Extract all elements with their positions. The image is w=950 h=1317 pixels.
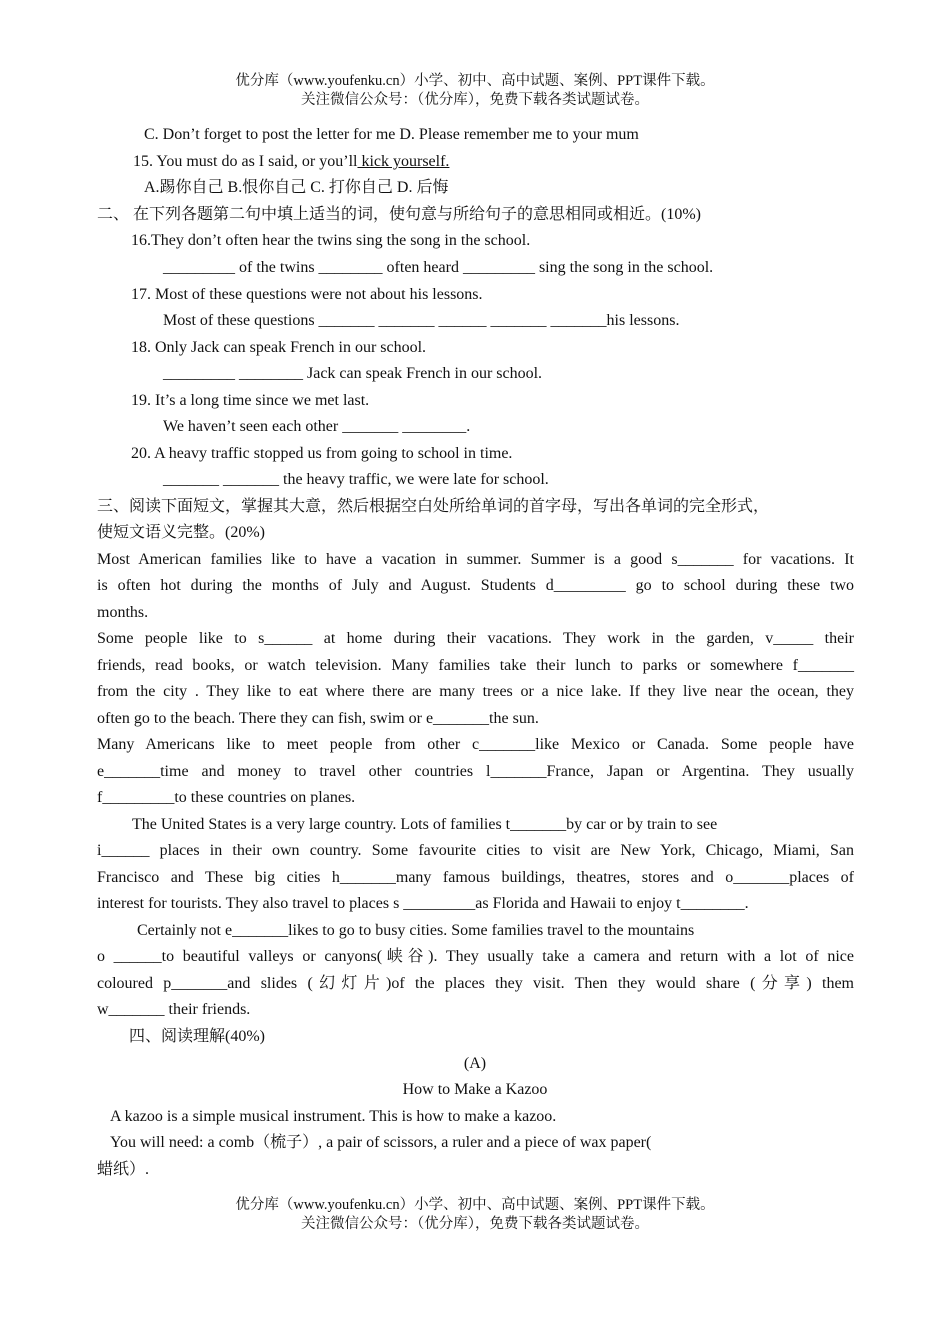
passage-line: i______ places in their own country. Some favourite cities to visit are New York, Chicago, Miami, San <box>97 842 854 859</box>
passage-line: is often hot during the months of July and August. Students d_________ go to school during these two <box>97 577 854 594</box>
q20-answer-line: _______ _______ the heavy traffic, we were late for school. <box>163 471 549 488</box>
section-3-title-line-2: 使短文语义完整。(20%) <box>97 524 265 541</box>
q17-answer-line: Most of these questions _______ _______ ______ _______ _______his lessons. <box>163 312 680 329</box>
reading-part-label: (A) <box>463 1055 487 1072</box>
passage-line: o ______to beautiful valleys or canyons(峡谷). They usually take a camera and return with a lot of nice <box>97 948 854 965</box>
q17-question: 17. Most of these questions were not about his lessons. <box>131 286 483 303</box>
passage-line: Some people like to s______ at home during their vacations. They work in the garden, v_____ their <box>97 630 854 647</box>
q16-question: 16.They don’t often hear the twins sing the song in the school. <box>131 232 531 249</box>
passage-line: e_______time and money to travel other countries l_______France, Japan or Argentina. They usually <box>97 763 854 780</box>
q19-answer-line: We haven’t seen each other _______ ________. <box>163 418 471 435</box>
q18-answer-line: _________ ________ Jack can speak French in our school. <box>163 365 543 382</box>
passage-line: f_________to these countries on planes. <box>97 789 356 806</box>
q15-underlined-phrase: kick yourself. <box>357 153 450 170</box>
section-4-title: 四、阅读理解(40%) <box>129 1028 265 1045</box>
q15-prefix: 15. You must do as I said, or you’ll <box>133 153 358 170</box>
q14-options-cd: C. Don’t forget to post the letter for me D. Please remember me to your mum <box>144 126 639 143</box>
page-footer <box>0 1196 950 1234</box>
article-line: You will need: a comb（梳子）, a pair of scissors, a ruler and a piece of wax paper( <box>110 1134 652 1151</box>
passage-line: interest for tourists. They also travel to places s _________as Florida and Hawaii to enjoy t________. <box>97 895 749 912</box>
q18-question: 18. Only Jack can speak French in our school. <box>131 339 427 356</box>
page-header <box>0 72 950 110</box>
section-2-title: 二、 在下列各题第二句中填上适当的词，使句意与所给句子的意思相同或相近。(10%) <box>97 206 701 223</box>
footer-line-1: 优分库（www.youfenku.cn）小学、初中、高中试题、案例、PPT课件下载。 <box>235 1197 715 1213</box>
q20-question: 20. A heavy traffic stopped us from going to school in time. <box>131 445 513 462</box>
passage-line: Most American families like to have a vacation in summer. Summer is a good s_______ for vacations. It <box>97 551 854 568</box>
passage-line: w_______ their friends. <box>97 1001 251 1018</box>
header-line-2: 关注微信公众号：（优分库），免费下载各类试题试卷。 <box>301 92 649 108</box>
passage-line: months. <box>97 604 149 621</box>
passage-line: coloured p_______and slides (幻灯片)of the places they visit. Then they would share (分享) them <box>97 975 854 992</box>
passage-line: The United States is a very large country. Lots of families t_______by car or by train to see <box>132 816 718 833</box>
passage-line: friends, read books, or watch television. Many families take their lunch to parks or somewhere f_______ <box>97 657 854 674</box>
passage-line: from the city . They like to eat where there are many trees or a nice lake. If they live near the ocean, they <box>97 683 854 700</box>
article-line: A kazoo is a simple musical instrument. This is how to make a kazoo. <box>110 1108 557 1125</box>
passage-line: Many Americans like to meet people from other c_______like Mexico or Canada. Some people have <box>97 736 854 753</box>
q19-question: 19. It’s a long time since we met last. <box>131 392 370 409</box>
q15-options: A.踢你自己 B.恨你自己 C. 打你自己 D. 后悔 <box>144 179 449 196</box>
article-title: How to Make a Kazoo <box>402 1081 548 1098</box>
q16-answer-line: _________ of the twins ________ often heard _________ sing the song in the school. <box>163 259 714 276</box>
header-line-1: 优分库（www.youfenku.cn）小学、初中、高中试题、案例、PPT课件下载。 <box>235 73 715 89</box>
passage-line: often go to the beach. There they can fish, swim or e_______the sun. <box>97 710 539 727</box>
article-line: 蜡纸）. <box>97 1161 150 1178</box>
section-3-title-line-1: 三、阅读下面短文，掌握其大意，然后根据空白处所给单词的首字母，写出各单词的完全形式， <box>97 498 770 515</box>
footer-line-2: 关注微信公众号：（优分库），免费下载各类试题试卷。 <box>301 1216 649 1232</box>
passage-line: Certainly not e_______likes to go to busy cities. Some families travel to the mountains <box>137 922 695 939</box>
q15-stem <box>133 151 449 173</box>
passage-line: Francisco and These big cities h_______many famous buildings, theatres, stores and o_______places of <box>97 869 854 886</box>
